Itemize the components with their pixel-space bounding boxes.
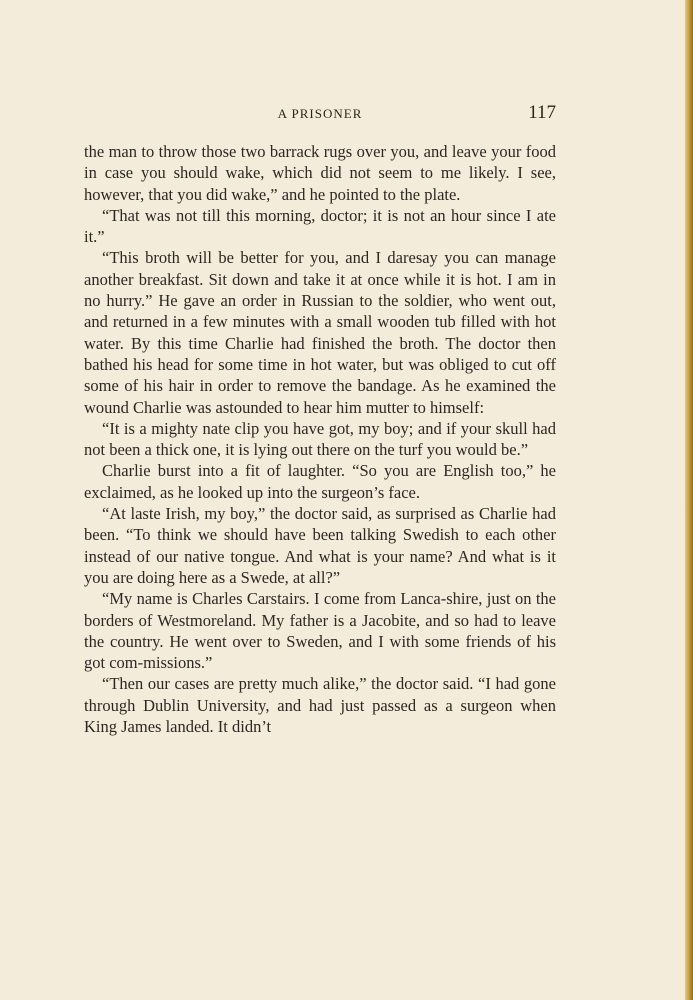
paragraph: the man to throw those two barrack rugs over you, and leave your food in case you should wake, which did not seem to me likely. I see, however, that you did wake,” and he pointed to the plate. [84,142,556,204]
page-header [84,102,556,126]
body-text [84,141,556,737]
page-number: 117 [528,102,556,123]
paragraph: Charlie burst into a fit of laughter. “So you are English too,” he exclaimed, as he looked up into the surgeon’s face. [84,461,556,502]
paragraph: “At laste Irish, my boy,” the doctor said, as surprised as Charlie had been. “To think we should have been talking Swedish to each other instead of our native tongue. And what is your name? And what is it you are doing here as a Swede, at all?” [84,504,556,587]
running-title: A PRISONER [277,106,363,121]
paragraph: “That was not till this morning, doctor; it is not an hour since I ate it.” [84,205,556,247]
paragraph: “This broth will be better for you, and I daresay you can manage another breakfast. Sit down and take it at once while it is hot. I am in no hurry.” He gave an order in Russian to the soldier, who went out, and returned in a few minutes with a small wooden tub filled with hot water. By this time Charlie had finished the broth. The doctor then bathed his head for some time in hot water, but was obliged to cut off some of his hair in order to remove the bandage. As he examined the wound Charlie was astounded to hear him mutter to himself: [84,248,556,417]
paragraph: “My name is Charles Carstairs. I come from Lanca-shire, just on the borders of Westmoreland. My father is a Jacobite, and so had to leave the country. He went over to Sweden, and I with some friends of his got com-missions.” [84,589,556,673]
paragraph: “Then our cases are pretty much alike,” the doctor said. “I had gone through Dublin University, and had just passed as a surgeon when King James landed. It didn’t [84,674,556,737]
paragraph: “It is a mighty nate clip you have got, my boy; and if your skull had not been a thick one, it is lying out there on the turf you would be.” [84,418,556,460]
page-edge [685,0,693,1000]
